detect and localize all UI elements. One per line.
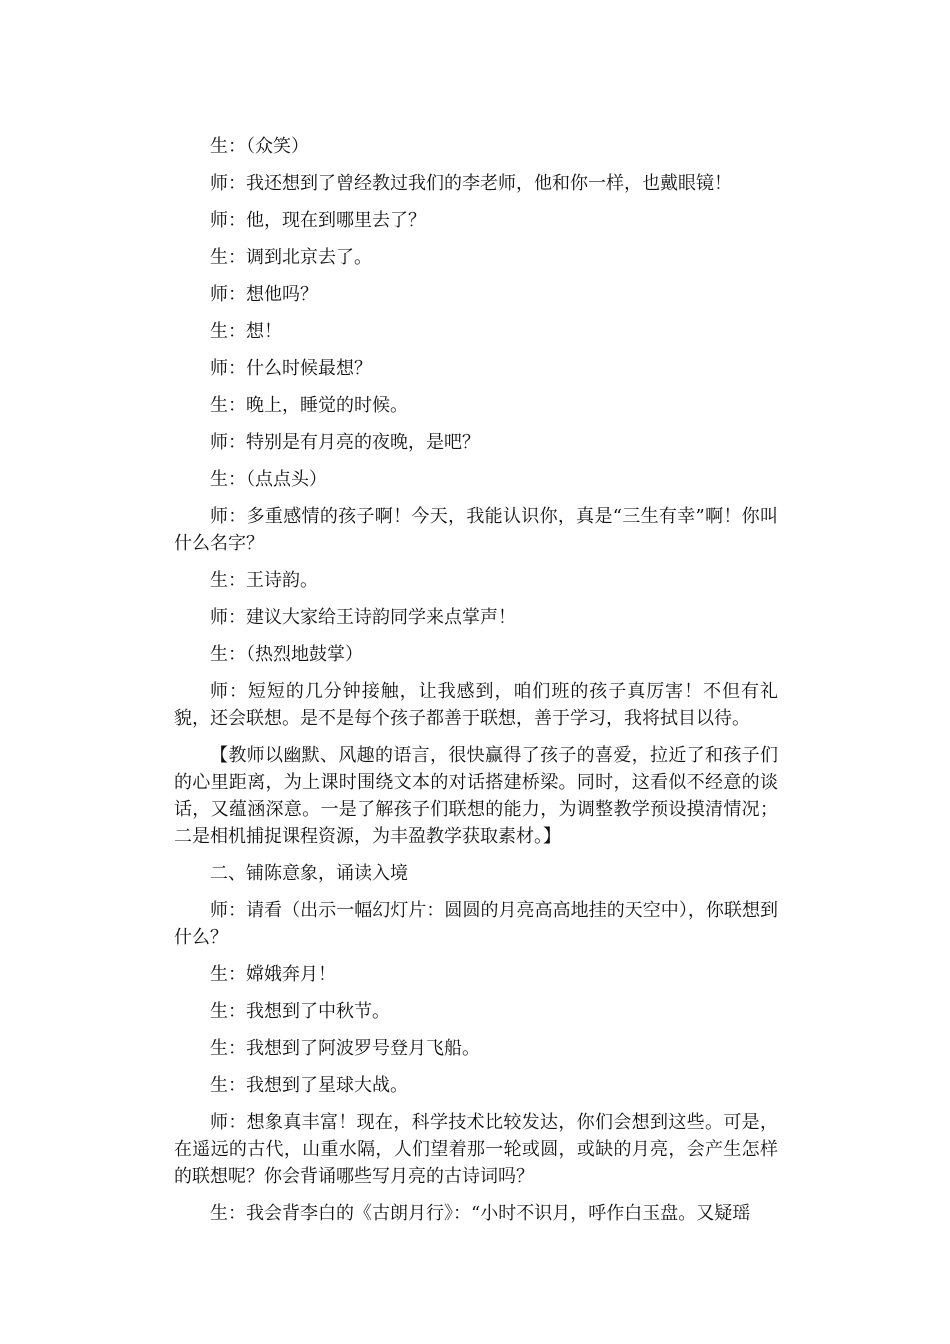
paragraph: 生：我想到了中秋节。: [210, 1001, 390, 1022]
paragraph: 生：想！: [210, 321, 282, 342]
paragraph: 师：我还想到了曾经教过我们的李老师，他和你一样，也戴眼镜！: [210, 173, 732, 194]
paragraph: 生：我会背李白的《古朗月行》：“小时不识月，呼作白玉盘。又疑瑶: [210, 1203, 751, 1224]
paragraph: 生：我想到了星球大战。: [210, 1075, 408, 1096]
paragraph: 生：（众笑）: [210, 136, 309, 157]
section-heading: 二、铺陈意象，诵读入境: [210, 863, 408, 884]
paragraph: 师：请看（出示一幅幻灯片：圆圆的月亮高高地挂的天空中），你联想到什么？: [174, 900, 778, 948]
paragraph: 师：多重感情的孩子啊！今天，我能认识你，真是“三生有幸”啊！你叫什么名字？: [174, 506, 778, 554]
paragraph: 生：嫦娥奔月！: [210, 964, 336, 985]
paragraph: 生：调到北京去了。: [210, 247, 372, 268]
paragraph: 师：什么时候最想？: [210, 358, 372, 379]
paragraph: 师：想他吗？: [210, 284, 318, 305]
paragraph: 师：建议大家给王诗韵同学来点掌声！: [210, 607, 516, 628]
paragraph: 生：（热烈地鼓掌）: [210, 644, 363, 665]
paragraph: 生：晚上，睡觉的时候。: [210, 395, 408, 416]
paragraph: 生：我想到了阿波罗号登月飞船。: [210, 1038, 480, 1059]
paragraph: 师：想象真丰富！现在，科学技术比较发达，你们会想到这些。可是，在遥远的古代，山重水隔，人们望着那一轮或圆，或缺的月亮，会产生怎样的联想呢？你会背诵哪些写月亮的古诗词吗？: [174, 1112, 778, 1187]
paragraph: 生：王诗韵。: [210, 570, 318, 591]
document-page: [174, 133, 778, 1237]
paragraph: 生：（点点头）: [210, 469, 327, 490]
paragraph: 师：短短的几分钟接触，让我感到，咱们班的孩子真厉害！不但有礼貌，还会联想。是不是每个孩子都善于联想，善于学习，我将拭目以待。: [174, 681, 778, 729]
commentary-paragraph: 【教师以幽默、风趣的语言，很快赢得了孩子的喜爱，拉近了和孩子们的心里距离，为上课时围绕文本的对话搭建桥梁。同时，这看似不经意的谈话，又蕴涵深意。一是了解孩子们联想的能力，为调整教学预设摸清情况；二是相机捕捉课程资源，为丰盈教学获取素材。】: [174, 745, 778, 847]
paragraph: 师：特别是有月亮的夜晚，是吧？: [210, 432, 480, 453]
paragraph: 师：他，现在到哪里去了？: [210, 210, 426, 231]
